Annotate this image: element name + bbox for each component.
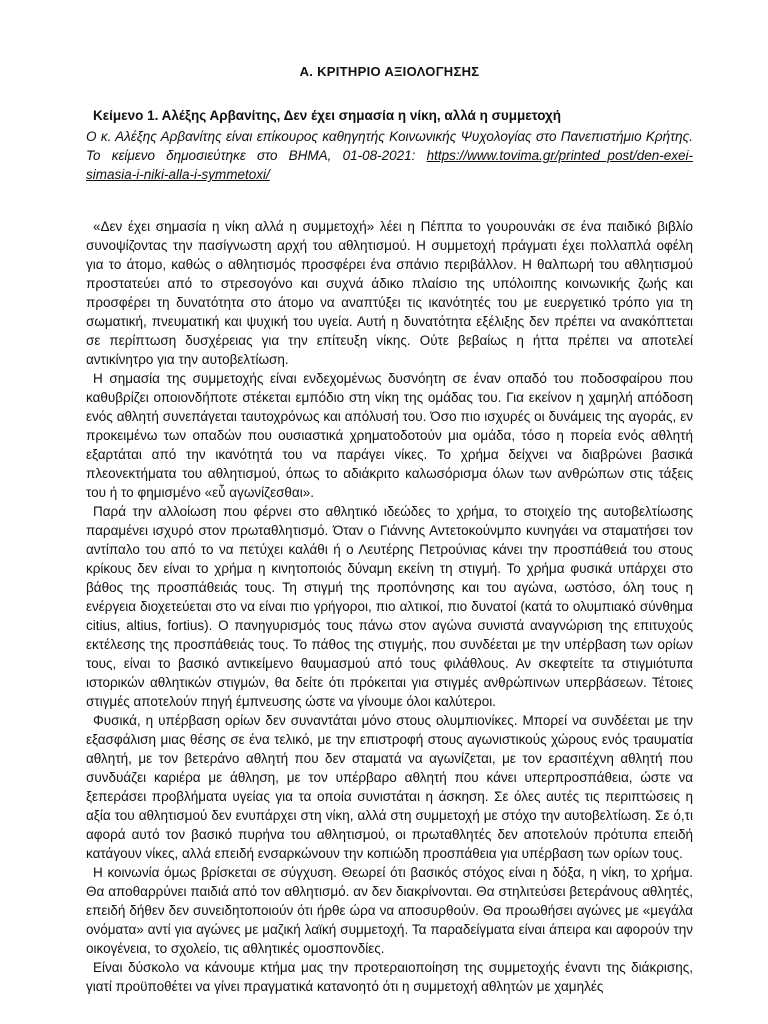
document-page	[86, 64, 693, 996]
paragraph: Η κοινωνία όμως βρίσκεται σε σύγχυση. Θεωρεί ότι βασικός στόχος είναι η δόξα, η νίκη, το χρήμα. Θα αποθαρρύνει παιδιά από τον αθλητισμό. αν δεν διακρίνονται. Θα στηλιτεύσει βετεράνους αθλητές, επειδή δήθεν δεν συνειδητοποιούν ότι ήρθε ώρα να αποσυρθούν. Θα προωθήσει αγώνες με «μεγάλα ονόματα» αντί για αγώνες με μαζική λαϊκή συμμετοχή. Τα παραδείγματα είναι άπειρα και αφορούν την οικογένεια, το σχολείο, τις αθλητικές ομοσπονδίες.	[86, 865, 693, 956]
paragraph: Παρά την αλλοίωση που φέρνει στο αθλητικό ιδεώδες το χρήμα, το στοιχείο της αυτοβελτίωσης παραμένει ισχυρό στον πρωταθλητισμό. Όταν ο Γιάννης Αντετοκούνμπο κυνηγάει να σταματήσει τον αντίπαλο του από το να πετύχει καλάθι ή ο Λευτέρης Πετρούνιας κάνει την προσπάθειά του στους κρίκους δεν είναι το χρήμα η κινητοποιός δύναμη εκείνη τη στιγμή. Το χρήμα φυσικά υπάρχει στο βάθος της προσπάθειάς τους. Τη στιγμή της προπόνησης και του αγώνα, ωστόσο, όλη τους η ενέργεια διοχετεύεται στο να είναι πιο γρήγοροι, πιο αλτικοί, πιο δυνατοί (κατά το ολυμπιακό σύνθημα citius, altius, fortius). Ο πανηγυρισμός τους πάνω στον αγώνα συνιστά αναγνώριση της επιτυχούς εκτέλεσης της προσπάθειάς τους. Το πάθος της στιγμής, που συνδέεται με την υπέρβαση των ορίων τους, είναι το βασικό αντικείμενο θαυμασμού από τους φιλάθλους. Αν σκεφτείτε τα στιγμιότυπα ιστορικών αθλητικών στιγμών, θα δείτε ότι πρόκειται για στιγμές ανθρώπινων υπερβάσεων. Τέτοιες στιγμές αποτελούν πηγή έμπνευσης ώστε να γίνουμε όλοι καλύτεροι.	[86, 504, 693, 709]
paragraph: «Δεν έχει σημασία η νίκη αλλά η συμμετοχή» λέει η Πέππα το γουρουνάκι σε ένα παιδικό βιβλίο συνοψίζοντας την πασίγνωστη αρχή του αθλητισμού. Η συμμετοχή πράγματι έχει πολλαπλά οφέλη για το άτομο, καθώς ο αθλητισμός προσφέρει ένα σπάνιο περιβάλλον. Η θαλπωρή του αθλητισμού προστατεύει από το στρεσογόνο και συχνά άδικο πλαίσιο της υπόλοιπης κοινωνικής ζωής και προσφέρει τη δυνατότητα στο άτομο να αναπτύξει τις ικανότητές του με ευεργετικό τρόπο για τη σωματική, πνευματική και ψυχική του υγεία. Αυτή η δυνατότητα εξέλιξης δεν πρέπει να ανακόπτεται σε περίπτωση δυσχέρειας για την επίτευξη νίκης. Ούτε βεβαίως η ήττα πρέπει να αποτελεί αντικίνητρο για την αυτοβελτίωση.	[86, 219, 693, 367]
source-note-text: Ο κ. Αλέξης Αρβανίτης είναι επίκουρος καθηγητής Κοινωνικής Ψυχολογίας στο Πανεπιστήμιο Κρήτης. Το κείμενο δημοσιεύτηκε στο ΒΗΜΑ, 01-08-2021:	[86, 129, 693, 163]
paragraph: Η σημασία της συμμετοχής είναι ενδεχομένως δυσνόητη σε έναν οπαδό του ποδοσφαίρου που καθυβρίζει οποιονδήποτε στέκεται εμπόδιο στη νίκη της ομάδας του. Για εκείνον η χαμηλή απόδοση ενός αθλητή συνεπάγεται ταυτοχρόνως και απόλυσή του. Όσο πιο ισχυρές οι δυνάμεις της αγοράς, εν προκειμένω των οπαδών που ουσιαστικά χρηματοδοτούν μια ομάδα, τόσο η πορεία ενός αθλητή εξαρτάται από την ικανότητά του να παράγει νίκες. Το χρήμα δείχνει να διαβρώνει βασικά πλεονεκτήματα του αθλητισμού, όπως το αδιάκριτο καλωσόρισμα όλων των ανθρώπων στις τάξεις του ή το φημισμένο «εὖ αγωνίζεσθαι».	[86, 371, 693, 500]
paragraph: Φυσικά, η υπέρβαση ορίων δεν συναντάται μόνο στους ολυμπιονίκες. Μπορεί να συνδέεται με την εξασφάλιση μιας θέσης σε ένα τελικό, με την επιστροφή στους αγωνιστικούς χώρους ενός τραυματία αθλητή, με τον βετεράνο αθλητή που δεν σταματά να αγωνίζεται, με τον ερασιτέχνη αθλητή που συνδυάζει καριέρα με άθληση, με τον υπέρβαρο αθλητή που κάνει υπερπροσπάθεια, ώστε να ξεπεράσει προβλήματα υγείας για τα οποία συνιστάται η άσκηση. Σε όλες αυτές τις περιπτώσεις η αξία του αθλητισμού δεν ενυπάρχει στη νίκη, αλλά στη συμμετοχή με στόχο την αυτοβελτίωση. Σε ό,τι αφορά αυτό τον βασικό πυρήνα του αθλητισμού, οι πρωταθλητές δεν αποτελούν πρότυπα επειδή κατάγουν νίκες, αλλά επειδή ενσαρκώνουν την κοπιώδη προσπάθεια για υπέρβαση των ορίων τους.	[86, 713, 693, 861]
article-body	[86, 217, 693, 996]
source-note	[86, 127, 693, 184]
paragraph: Είναι δύσκολο να κάνουμε κτήμα μας την προτεραιοποίηση της συμμετοχής έναντι της διάκρισης, γιατί προϋποθέτει να γίνει πραγματικά κατανοητό ότι η συμμετοχή αθλητών με χαμηλές	[86, 960, 693, 994]
source-link[interactable]: https://www.tovima.gr/printed_post/den-exei-simasia-i-niki-alla-i-symmetoxi/	[86, 148, 693, 182]
section-heading: Α. ΚΡΙΤΗΡΙΟ ΑΞΙΟΛΟΓΗΣΗΣ	[299, 64, 480, 79]
text-title: Κείμενο 1. Αλέξης Αρβανίτης, Δεν έχει σημασία η νίκη, αλλά η συμμετοχή	[93, 108, 562, 123]
